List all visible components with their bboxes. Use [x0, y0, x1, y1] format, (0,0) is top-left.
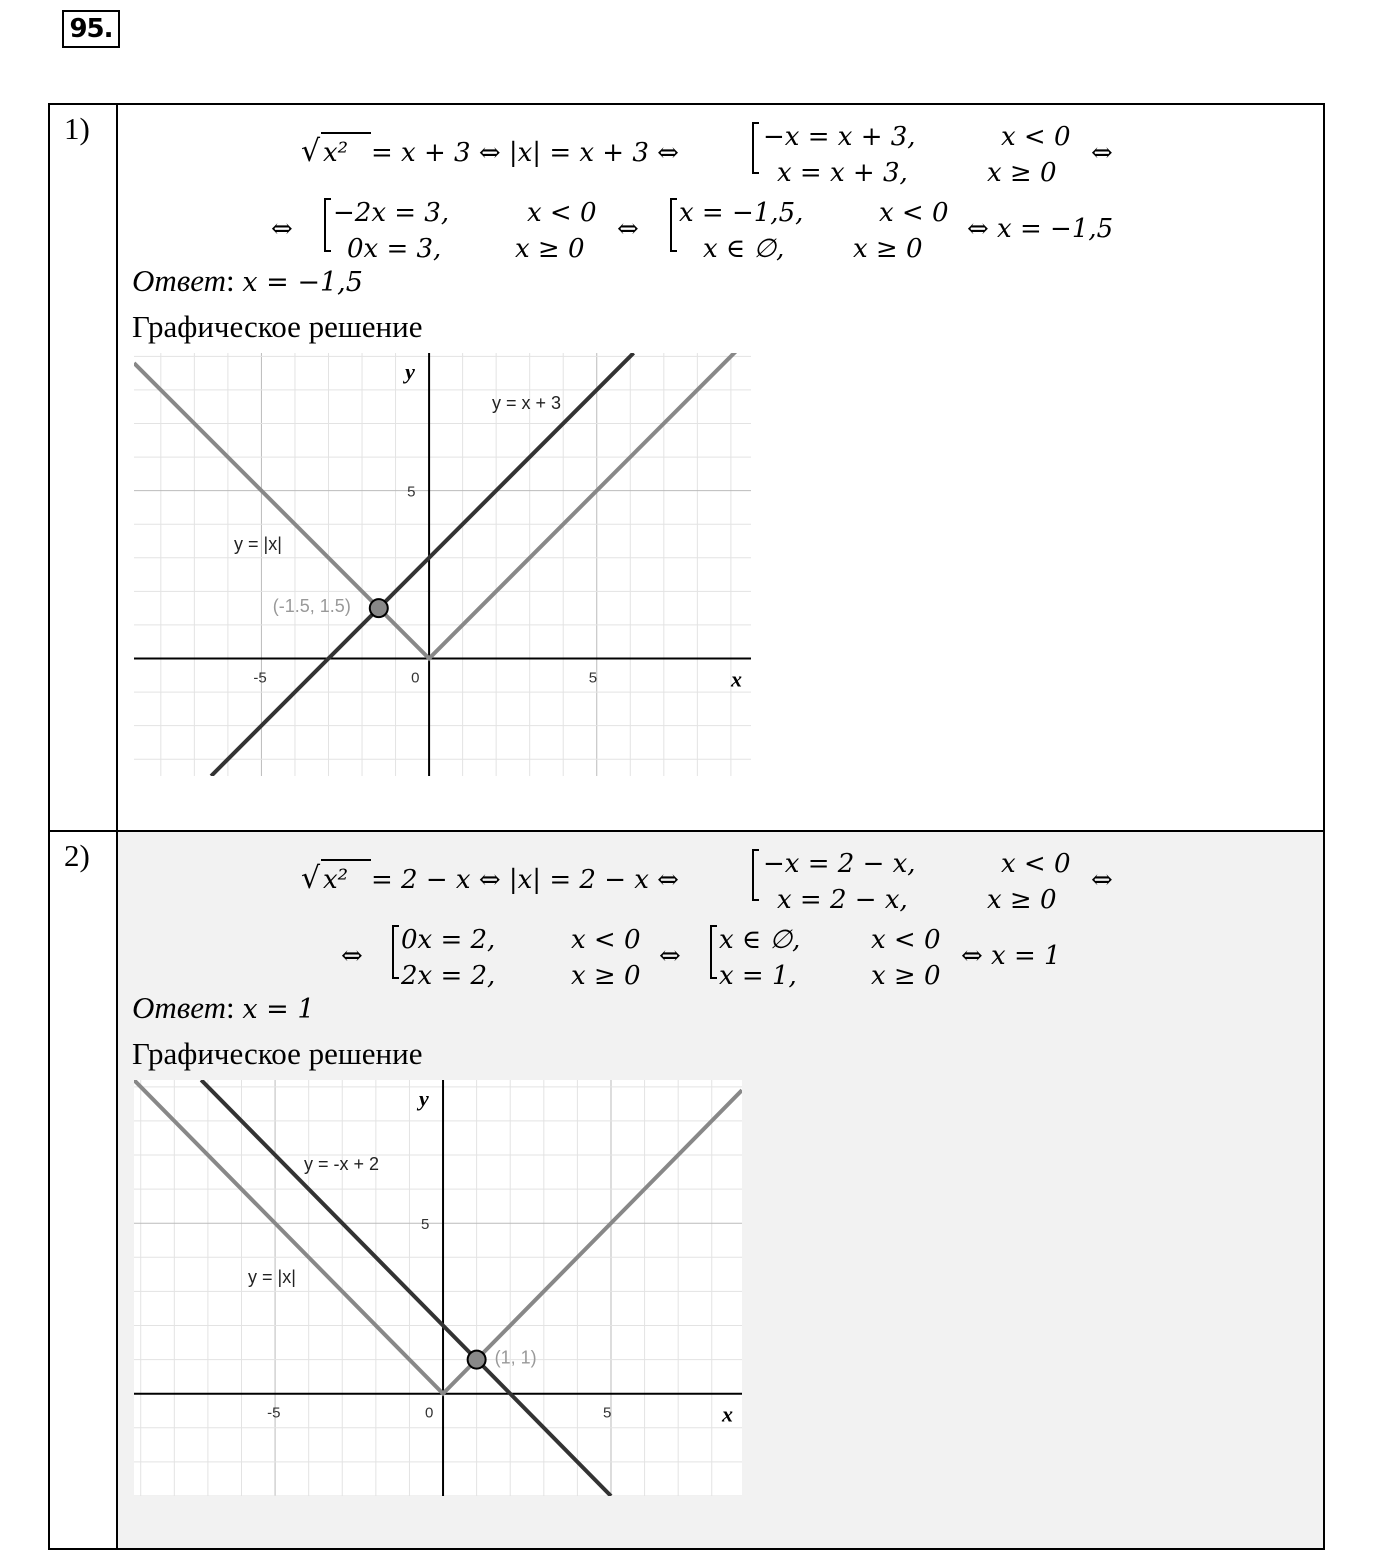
solution-table	[48, 103, 1325, 1550]
row-label: 2)	[49, 831, 117, 1549]
svg-text:⇔ x = 1: ⇔ x = 1	[960, 941, 1061, 971]
svg-text:x = 1,: x = 1,	[718, 961, 797, 990]
task-number: 95.	[62, 10, 120, 48]
answer-value: x = 1	[242, 994, 315, 1025]
x-tick-label: -5	[253, 669, 267, 687]
y-tick-label: 5	[407, 483, 416, 501]
svg-text:2x = 2,: 2x = 2,	[400, 961, 495, 990]
answer-value: x = −1,5	[242, 267, 363, 298]
series-label: y = |x|	[248, 1267, 296, 1287]
equation-svg	[301, 115, 1141, 185]
svg-text:√: √	[300, 134, 320, 169]
svg-text:x ∈ ∅,: x ∈ ∅,	[718, 925, 800, 955]
x-axis-label: x	[722, 1401, 733, 1427]
svg-text:⇔: ⇔	[616, 214, 639, 244]
svg-text:x ≥ 0: x ≥ 0	[852, 234, 923, 263]
x-tick-label: -5	[267, 1404, 281, 1422]
equation-line-1	[118, 115, 1323, 192]
svg-text:0x = 3,: 0x = 3,	[346, 234, 441, 263]
svg-text:x ≥ 0: x ≥ 0	[986, 885, 1057, 912]
svg-text:x ≥ 0: x ≥ 0	[570, 961, 641, 990]
svg-text:−x = 2 − x,: −x = 2 − x,	[762, 849, 916, 879]
svg-text:x = −1,5,: x = −1,5,	[678, 198, 803, 228]
graph-2	[134, 1080, 742, 1496]
svg-text:⇔: ⇔	[340, 941, 363, 971]
svg-text:x < 0: x < 0	[870, 925, 941, 955]
plot-area	[134, 353, 751, 776]
answer-label: Ответ	[132, 990, 226, 1025]
series-label: y = -x + 2	[304, 1154, 380, 1174]
svg-text:x ≥ 0: x ≥ 0	[870, 961, 941, 990]
svg-text:= 2 − x ⇔ |x| = 2 − x ⇔: = 2 − x ⇔ |x| = 2 − x ⇔	[370, 865, 679, 895]
graph-1	[134, 353, 751, 776]
svg-text:x²: x²	[322, 138, 348, 168]
intersection-label: (-1.5, 1.5)	[272, 596, 351, 617]
graph-caption: Графическое решение	[132, 309, 423, 344]
svg-text:x < 0: x < 0	[1000, 849, 1071, 879]
x-tick-label: 0	[425, 1404, 434, 1422]
svg-text:⇔: ⇔	[1090, 138, 1113, 168]
svg-text:x ≥ 0: x ≥ 0	[986, 158, 1057, 185]
svg-text:⇔: ⇔	[270, 214, 293, 244]
svg-text:x < 0: x < 0	[570, 925, 641, 955]
answer-label: Ответ	[132, 263, 226, 298]
svg-text:−2x = 3,: −2x = 3,	[332, 198, 449, 228]
x-axis-label: x	[731, 666, 742, 692]
svg-text:x = x + 3,: x = x + 3,	[776, 158, 908, 185]
svg-text:√: √	[300, 861, 320, 896]
x-tick-label: 5	[602, 1404, 612, 1422]
equation-svg	[301, 842, 1141, 912]
answer: Ответ: x = −1,5	[132, 263, 363, 298]
equation-svg	[341, 916, 1101, 990]
row-label: 1)	[49, 104, 117, 831]
graph-caption: Графическое решение	[132, 1036, 423, 1071]
equation-svg	[271, 189, 1171, 263]
y-tick-label: 5	[421, 1216, 430, 1234]
svg-text:⇔: ⇔	[658, 941, 681, 971]
svg-text:⇔ x = −1,5: ⇔ x = −1,5	[966, 214, 1113, 244]
svg-text:0x = 2,: 0x = 2,	[400, 925, 495, 955]
answer: Ответ: x = 1	[132, 990, 315, 1025]
x-tick-label: 5	[588, 669, 598, 687]
equation-line-1	[118, 842, 1323, 919]
svg-text:−x = x + 3,: −x = x + 3,	[762, 122, 916, 152]
equation-line-2	[118, 189, 1323, 270]
svg-text:x²: x²	[322, 865, 348, 895]
y-axis-label: y	[405, 359, 415, 384]
svg-text:x ∈ ∅,: x ∈ ∅,	[702, 234, 784, 263]
row-content	[117, 104, 1324, 831]
svg-text:x < 0: x < 0	[1000, 122, 1071, 152]
x-tick-label: 0	[411, 669, 420, 687]
svg-text:x < 0: x < 0	[526, 198, 597, 228]
table-row	[49, 104, 1324, 831]
svg-text:x = 2 − x,: x = 2 − x,	[776, 885, 908, 912]
plot-area	[134, 1080, 742, 1496]
svg-text:= x + 3 ⇔ |x| = x + 3 ⇔: = x + 3 ⇔ |x| = x + 3 ⇔	[370, 138, 679, 168]
intersection-point	[468, 1351, 486, 1369]
series-label: y = x + 3	[492, 393, 562, 413]
intersection-point	[370, 599, 388, 617]
equation-line-2	[118, 916, 1323, 997]
y-axis-label: y	[419, 1086, 429, 1111]
row-content	[117, 831, 1324, 1549]
svg-text:x ≥ 0: x ≥ 0	[514, 234, 585, 263]
intersection-label: (1, 1)	[494, 1347, 537, 1368]
table-row	[49, 831, 1324, 1549]
svg-text:⇔: ⇔	[1090, 865, 1113, 895]
series-label: y = |x|	[234, 534, 282, 554]
svg-text:x < 0: x < 0	[878, 198, 949, 228]
